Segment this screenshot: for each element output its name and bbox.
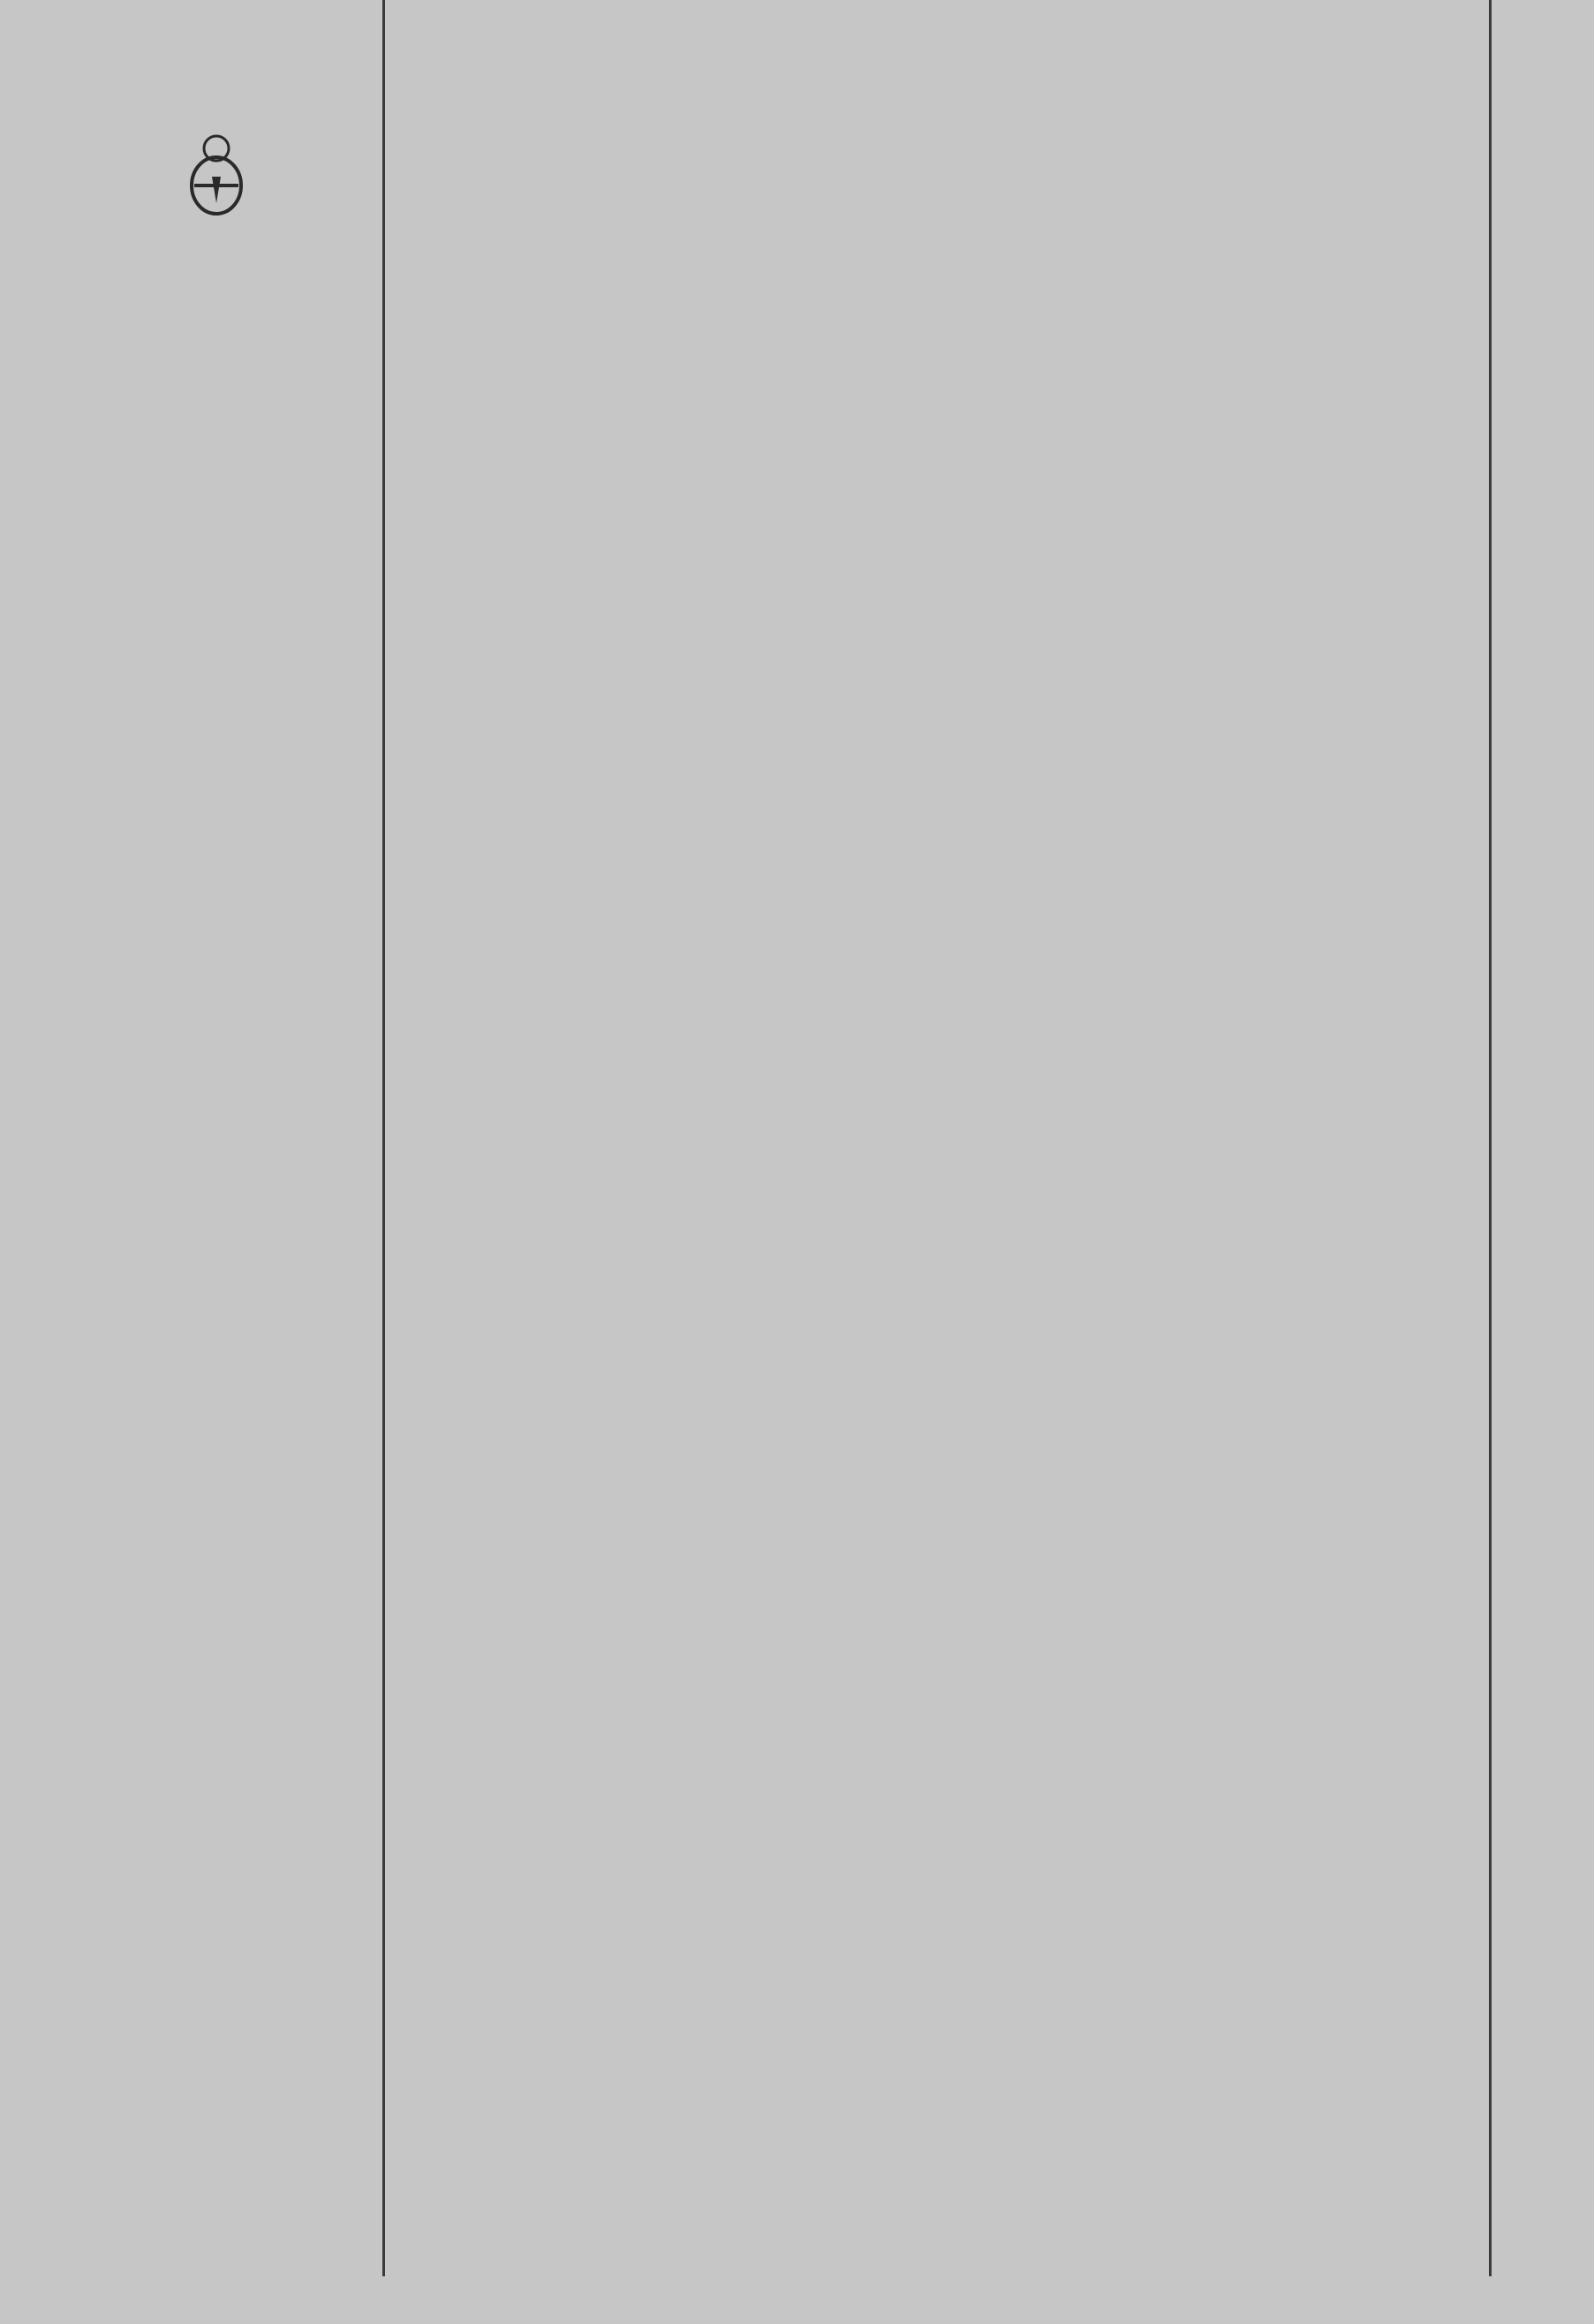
margin-divider — [382, 0, 385, 2276]
coat-of-arms-seal — [177, 124, 256, 221]
right-margin-line — [1489, 0, 1492, 2276]
